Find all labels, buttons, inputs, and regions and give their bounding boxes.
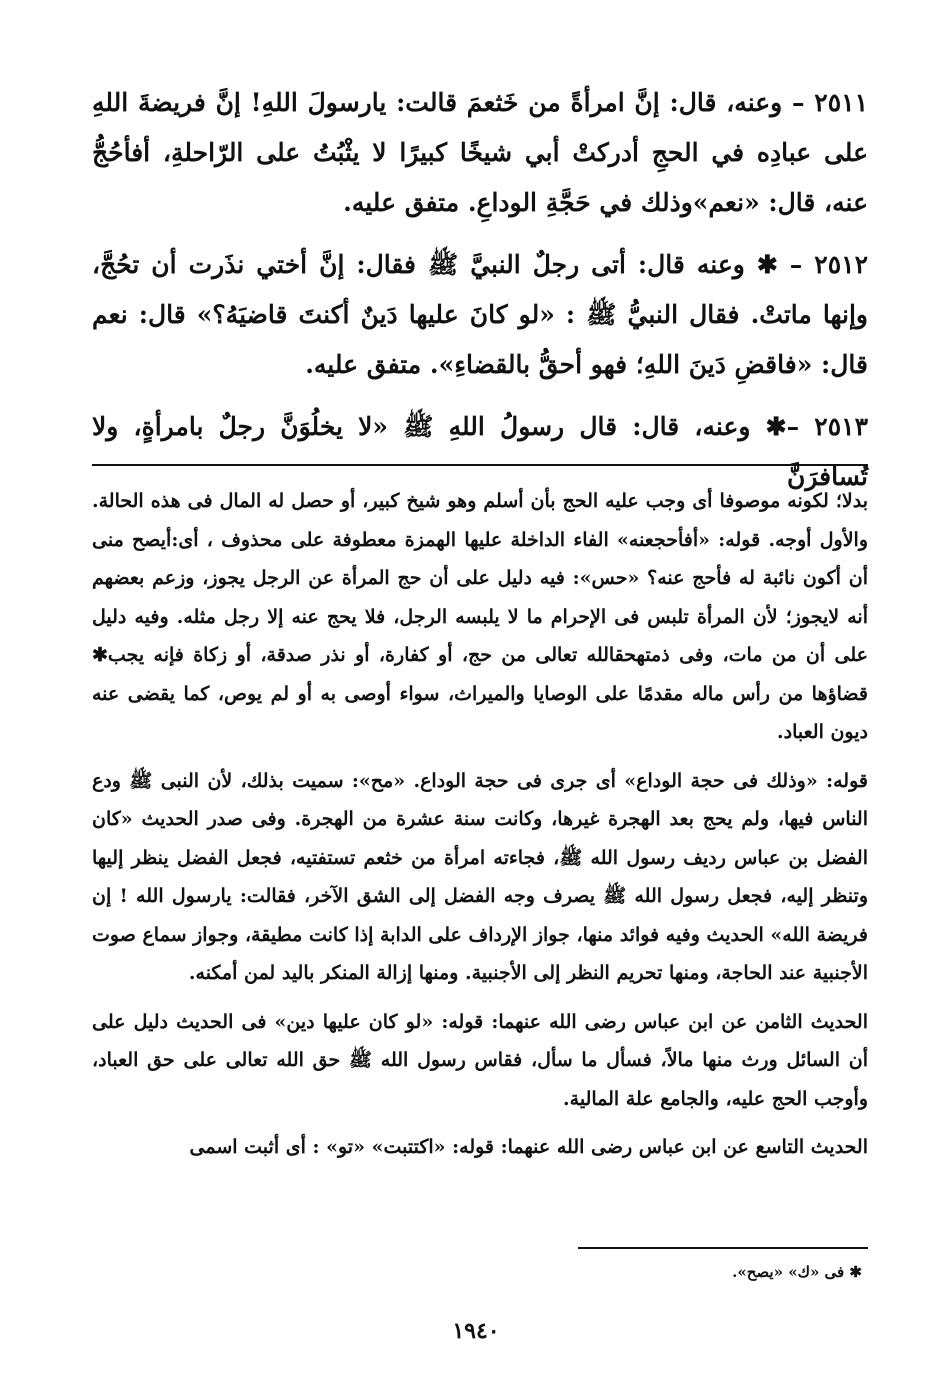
hadith-2511: ٢٥١١ – وعنه، قال: إنَّ امرأةً من خَثعمَ قالت: يارسولَ اللهِ! إنَّ فريضةَ اللهِ على عبادِه في الحجِ أدركتْ أبي شيخًا كبيرًا لا يثْبُتُ على الرّاحلةِ، أفأحُجُّ عنه، قال: «نعم»وذلك في حَجَّةِ الوداعِ. متفق عليه. <box>92 88 868 217</box>
main-separator-rule <box>92 464 868 466</box>
footnote-separator-rule <box>578 1247 868 1249</box>
hadith-text <box>92 78 868 514</box>
page-number: ١٩٤٠ <box>452 1318 500 1344</box>
hadith-2512: ٢٥١٢ – ✱ وعنه قال: أتى رجلٌ النبيَّ ﷺ فقال: إنَّ أختي نذَرت أن تحُجَّ، وإنها ماتتْ. فقال النبيُّ ﷺ : «لو كانَ عليها دَينٌ أكنتَ قاضيَهُ؟» قال: نعم قال: «فاقضِ دَينَ اللهِ؛ فهو أحقُّ بالقضاءِ». متفق عليه. <box>92 250 868 379</box>
commentary-paragraph: بدلا؛ لكونه موصوفا أى وجب عليه الحج بأن أسلم وهو شيخ كبير، أو حصل له المال فى هذه الحالة. والأول أوجه. قوله: «أفأحجعنه» الفاء الداخلة عليها الهمزة معطوفة على محذوف ، أى:أيصح منى أن أكون نائبة له فأحج عنه؟ «حس»: فيه دليل على أن حج المرأة عن الرجل يجوز، وزعم بعضهم أنه لايجوز؛ لأن المرأة تلبس فى الإحرام ما لا يلبسه الرجل، فلا يحج عنه إلا رجل مثله. وفيه دليل على أن من مات، وفى ذمتهحقالله تعالى من حج، أو كفارة، أو نذر صدقة، أو زكاة فإنه يجب✱ قضاؤها من رأس ماله مقدمًا على الوصايا والميراث، سواء أوصى به أو لم يوص، كما يقضى عنه ديون العباد. <box>92 490 869 743</box>
hadith-2513: ٢٥١٣ –✱ وعنه، قال: قال رسولُ اللهِ ﷺ «لا يخلُوَنَّ رجلٌ بامرأةٍ، ولا تُسافرَنَّ <box>92 412 868 491</box>
footnote: ✱ فى «ك» «يصح». <box>732 1263 862 1281</box>
commentary-paragraph: الحديث الثامن عن ابن عباس رضى الله عنهما: قوله: «لو كان عليها دين» فى الحديث دليل على أن السائل ورث منها مالاً، فسأل ما سأل، فقاس رسول الله ﷺ حق الله تعالى على حق العباد، وأوجب الحج عليه، والجامع علة المالية. <box>92 1010 868 1110</box>
commentary-text <box>92 482 868 1177</box>
commentary-paragraph: قوله: «وذلك فى حجة الوداع» أى جرى فى حجة الوداع. «مح»: سميت بذلك، لأن النبى ﷺ ودع الناس فيها، ولم يحج بعد الهجرة غيرها، وكانت سنة عشرة من الهجرة. وفى صدر الحديث «كان الفضل بن عباس رديف رسول الله ﷺ، فجاءته امرأة من خثعم تستفتيه، فجعل الفضل ينظر إليها وتنظر إليه، فجعل رسول الله ﷺ يصرف وجه الفضل إلى الشق الآخر، فقالت: يارسول الله ! إن فريضة الله» الحديث وفيه فوائد منها، جواز الإرداف على الدابة إذا كانت مطيقة، وجواز سماع صوت الأجنبية عند الحاجة، ومنها تحريم النظر إلى الأجنبية. ومنها إزالة المنكر باليد لمن أمكنه. <box>92 769 868 984</box>
commentary-paragraph: الحديث التاسع عن ابن عباس رضى الله عنهما: قوله: «اكتتبت» «تو» : أى أثبت اسمى <box>189 1136 868 1158</box>
